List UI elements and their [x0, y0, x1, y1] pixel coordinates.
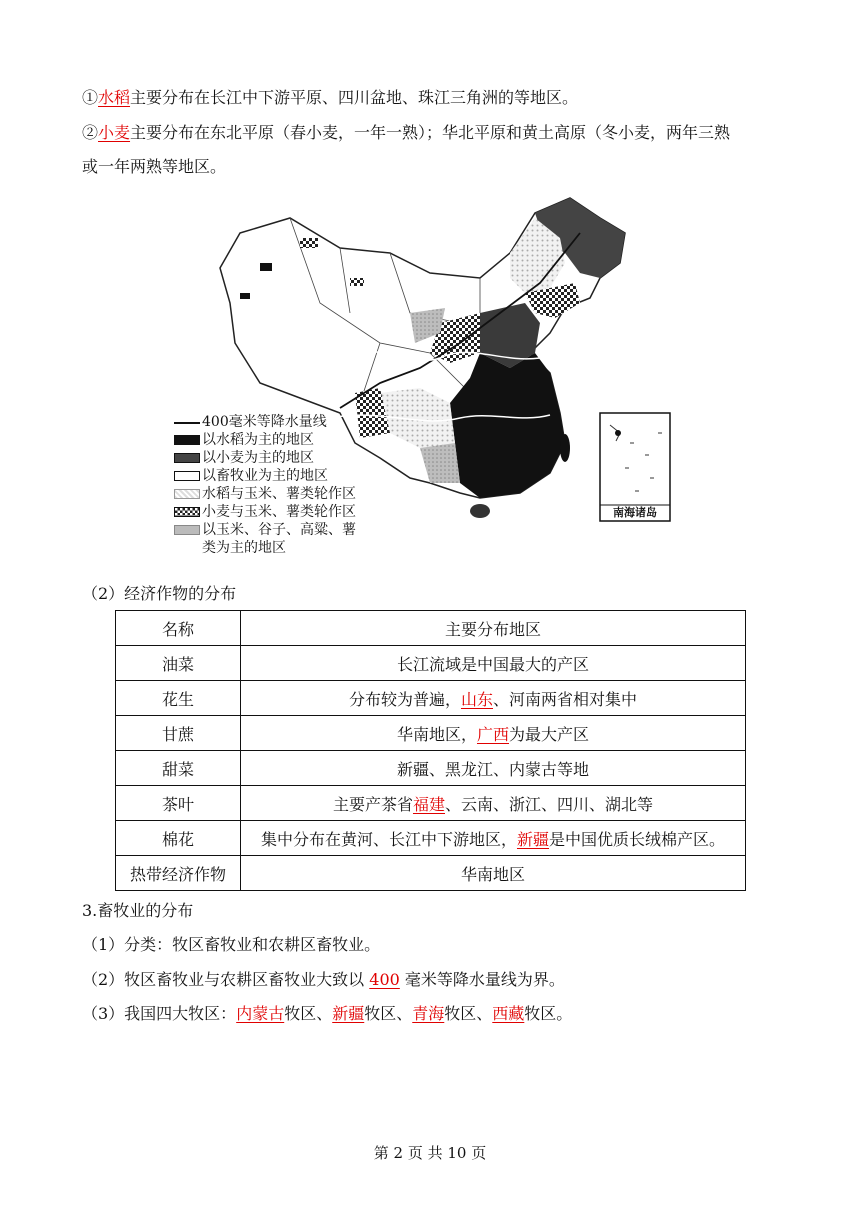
legend-swatch: [174, 471, 200, 481]
header-region: 主要分布地区: [241, 611, 746, 646]
pasture-suffix: 牧区、: [444, 1004, 493, 1023]
legend-label: 以畜牧业为主的地区: [202, 468, 328, 484]
region-text: 华南地区，: [396, 724, 477, 744]
crop-name: 棉花: [116, 821, 241, 856]
fill-pasture: 青海: [412, 1004, 445, 1023]
fill-answer: 广西: [476, 724, 509, 744]
rice-text: 主要分布在长江中下游平原、四川盆地、珠江三角洲的等地区。: [130, 88, 579, 107]
pasture-suffix: 牧区、: [284, 1004, 333, 1023]
legend-swatch: [174, 489, 200, 499]
item2-text: （2）牧区畜牧业与农耕区畜牧业大致以: [82, 970, 370, 989]
wheat-paragraph: [82, 121, 730, 145]
section2-heading: （2）经济作物的分布: [82, 584, 237, 603]
region-text: 集中分布在黄河、长江中下游地区，: [260, 829, 517, 849]
region-text: 华南地区: [460, 864, 525, 884]
region-text: 主要产茶省: [332, 794, 413, 814]
fill-wheat: 小麦: [98, 123, 131, 142]
crop-region: [241, 751, 746, 786]
table-row: [116, 646, 746, 681]
fill-rice: 水稻: [98, 88, 131, 107]
legend-swatch: [174, 453, 200, 463]
inset-label: 南海诸岛: [613, 506, 657, 519]
legend-label: 以玉米、谷子、高粱、薯: [202, 522, 356, 538]
legend-swatch: [174, 507, 200, 517]
crop-name: 甘蔗: [116, 716, 241, 751]
legend-line-swatch: [174, 422, 200, 424]
legend-swatch: [174, 435, 200, 445]
fill-answer: 福建: [412, 794, 445, 814]
fill-answer: 新疆: [516, 829, 549, 849]
region-text-post: 为最大产区: [509, 724, 590, 744]
region-text-post: 、河南两省相对集中: [493, 689, 638, 709]
crop-region: [241, 786, 746, 821]
region-text-post: 是中国优质长绒棉产区。: [549, 829, 726, 849]
crop-region: [241, 681, 746, 716]
crop-region: [241, 716, 746, 751]
table-row: [116, 786, 746, 821]
wheat-paragraph-cont: [82, 155, 226, 179]
table-header-row: [116, 611, 746, 646]
legend-label: 以水稻为主的地区: [202, 432, 314, 448]
table-row: [116, 856, 746, 891]
table-row: [116, 751, 746, 786]
crop-name: 花生: [116, 681, 241, 716]
section3-item1: （1）分类：牧区畜牧业和农耕区畜牧业。: [82, 935, 381, 954]
fill-pasture: 内蒙古: [236, 1004, 285, 1023]
legend-label: 400毫米等降水量线: [202, 414, 327, 430]
region-text: 长江流域是中国最大的产区: [396, 654, 589, 674]
section3-item3: [82, 1002, 572, 1026]
crop-name: 热带经济作物: [116, 856, 241, 891]
rice-paragraph: [82, 86, 578, 110]
legend-label: 小麦与玉米、薯类轮作区: [202, 504, 356, 520]
pasture-suffix: 牧区、: [364, 1004, 413, 1023]
region-text: 新疆、黑龙江、内蒙古等地: [396, 759, 589, 779]
page-footer: 第 2 页 共 10 页: [373, 1144, 487, 1162]
item2-text-post: 毫米等降水量线为界。: [399, 970, 565, 989]
wheat-text: 主要分布在东北平原（春小麦，一年一熟）；华北平原和黄土高原（冬小麦，两年三熟: [130, 123, 731, 142]
legend-swatch: [174, 525, 200, 535]
crop-name: 茶叶: [116, 786, 241, 821]
item3-text: （3）我国四大牧区：: [82, 1004, 237, 1023]
wheat-text-cont: 或一年两熟等地区。: [82, 157, 227, 176]
fill-pasture: 新疆: [332, 1004, 365, 1023]
legend-label: 以小麦为主的地区: [202, 450, 314, 466]
legend-label: 类为主的地区: [202, 540, 286, 556]
item-number: ①: [82, 88, 99, 107]
pasture-suffix: 牧区。: [524, 1004, 573, 1023]
crop-region: [241, 646, 746, 681]
crop-region: [241, 856, 746, 891]
fill-400: 400: [369, 970, 400, 989]
table-row: [116, 821, 746, 856]
region-text: 分布较为普遍，: [348, 689, 461, 709]
item-number: ②: [82, 123, 99, 142]
crop-table: [115, 610, 746, 891]
fill-pasture: 西藏: [492, 1004, 525, 1023]
crop-name: 甜菜: [116, 751, 241, 786]
section3-heading: 3.畜牧业的分布: [82, 901, 194, 920]
crop-region: [241, 821, 746, 856]
region-text-post: 、云南、浙江、四川、湖北等: [445, 794, 654, 814]
fill-answer: 山东: [460, 689, 493, 709]
section3-item2: [82, 968, 565, 992]
header-name: 名称: [116, 611, 241, 646]
table-row: [116, 716, 746, 751]
legend-label: 水稻与玉米、薯类轮作区: [202, 486, 356, 502]
crop-name: 油菜: [116, 646, 241, 681]
table-row: [116, 681, 746, 716]
